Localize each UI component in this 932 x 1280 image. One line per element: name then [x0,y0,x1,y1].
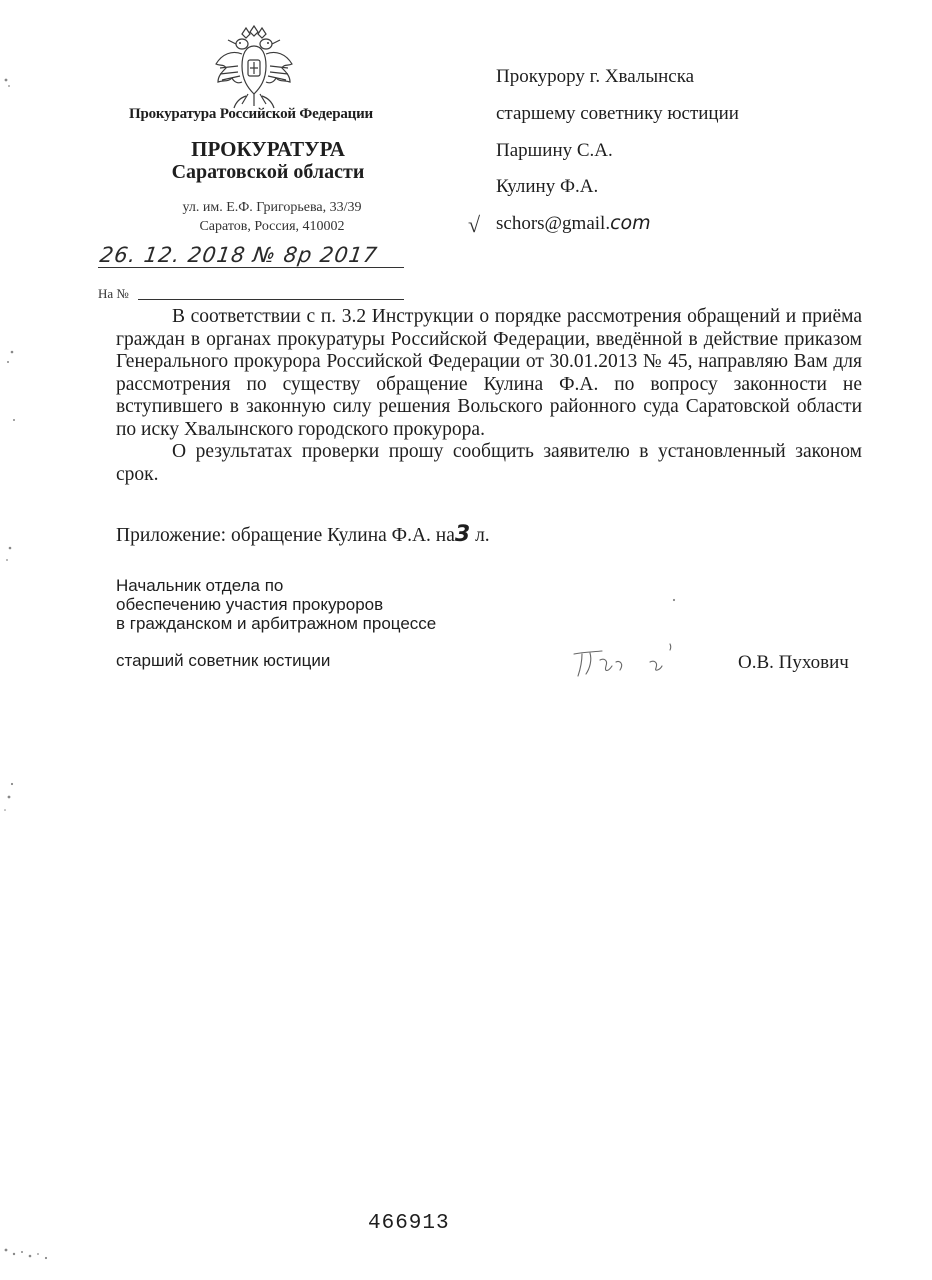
address-line-2: Саратов, Россия, 410002 [199,219,345,234]
address-line-1: ул. им. Е.Ф. Григорьева, 33/39 [182,200,362,215]
attachment-prefix: Приложение: обращение Кулина Ф.А. на [116,525,455,546]
organization-name: Прокуратура Российской Федерации [128,106,373,122]
date-underline [98,267,404,268]
signatory-rank: старший советник юстиции [116,651,331,670]
addressee-line-2: старшему советнику юстиции [496,103,739,124]
handwritten-signature-icon [570,642,680,682]
office-region: Саратовской области [171,161,365,183]
checkmark-icon: √ [468,212,481,237]
email-prefix: schors@gmail. [496,213,611,234]
addressee-email [496,212,651,235]
email-suffix-handwritten: com [610,212,651,234]
letter-body [116,306,862,486]
reference-underline [138,299,404,300]
position-line-3: в гражданском и арбитражном процессе [116,614,437,633]
attachment-pages-handwritten: 3 [454,522,471,547]
body-paragraph-1: В соответствии с п. 3.2 Инструкции о порядке рассмотрения обращений и приёма граждан в органах прокуратуры Российской Федерации, введённой в действие приказом Генерального прокурора Российской Федерации от 30.01.2013 № 45, направляю Вам для рассмотрения по существу обращение Кулина Ф.А. по вопросу законности не вступившего в законную силу решения Вольского районного суда Саратовской области по иску Хвалынского городского прокурора. [116,306,862,440]
attachment-suffix: л. [470,525,490,546]
addressee-line-4: Кулину Ф.А. [496,176,599,197]
attachment-line [116,522,490,547]
handwritten-date-number: 26. 12. 2018 № 8р 2017 [98,243,380,267]
signatory-position [116,576,436,633]
signatory-name: О.В. Пухович [738,652,849,673]
addressee-line-1: Прокурору г. Хвалынска [496,66,695,87]
position-line-1: Начальник отдела по [116,576,284,595]
position-line-2: обеспечению участия прокуроров [116,595,384,614]
document-number: 466913 [368,1212,450,1235]
eagle-emblem-icon [212,24,296,110]
addressee-line-3: Паршину С.А. [496,140,613,161]
office-title: ПРОКУРАТУРА [191,137,345,161]
reference-label: На № [98,286,129,301]
body-paragraph-2: О результатах проверки прошу сообщить заявителю в установленный законом срок. [116,441,862,485]
